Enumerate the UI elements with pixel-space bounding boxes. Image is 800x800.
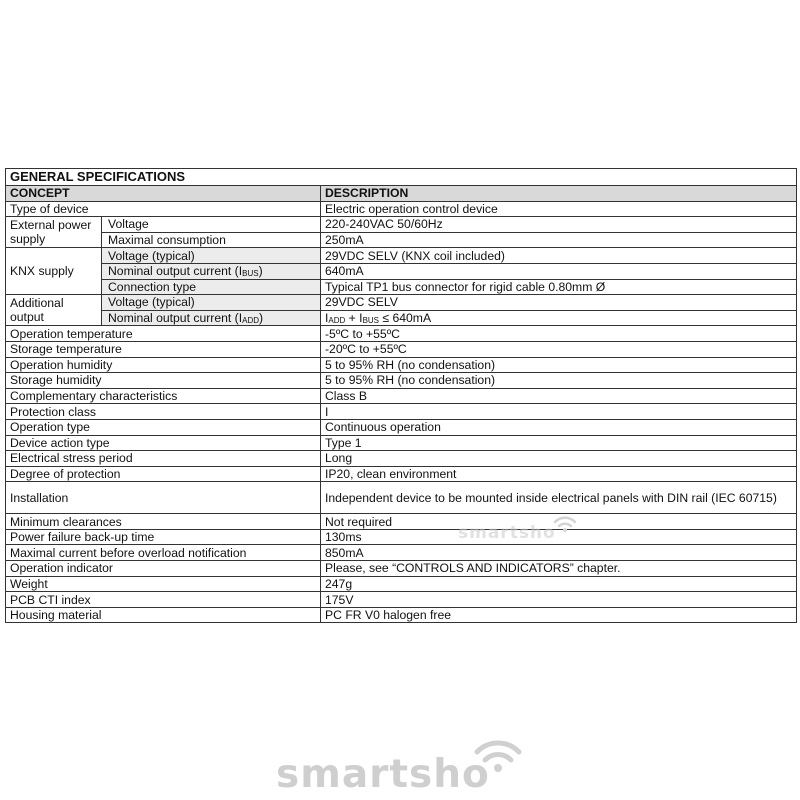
concept-cell: PCB CTI index bbox=[6, 592, 321, 608]
subconcept-cell: Connection type bbox=[102, 279, 321, 295]
description-cell: -20ºC to +55ºC bbox=[321, 341, 797, 357]
concept-cell: Storage humidity bbox=[6, 373, 321, 389]
table-row bbox=[6, 357, 797, 373]
description-cell: -5ºC to +55ºC bbox=[321, 326, 797, 342]
subconcept-cell: Voltage bbox=[102, 217, 321, 233]
concept-cell: Complementary characteristics bbox=[6, 388, 321, 404]
description-cell: PC FR V0 halogen free bbox=[321, 607, 797, 623]
table-row bbox=[6, 607, 797, 623]
subconcept-cell: Voltage (typical) bbox=[102, 248, 321, 264]
description-cell: Electric operation control device bbox=[321, 201, 797, 217]
description-cell: 850mA bbox=[321, 545, 797, 561]
header-description: DESCRIPTION bbox=[321, 186, 797, 202]
concept-cell: Minimum clearances bbox=[6, 514, 321, 530]
subconcept-cell: Voltage (typical) bbox=[102, 295, 321, 311]
table-row bbox=[6, 419, 797, 435]
group-additional-output: Additional output bbox=[6, 295, 102, 326]
description-cell: 175V bbox=[321, 592, 797, 608]
description-cell: $I_{ADD} + I_{BUS} \le 640mA$ bbox=[321, 310, 797, 326]
concept-cell: Maximal current before overload notification bbox=[6, 545, 321, 561]
description-cell: Please, see “CONTROLS AND INDICATORS” chapter. bbox=[321, 561, 797, 577]
concept-cell: Type of device bbox=[6, 201, 321, 217]
table-row bbox=[6, 466, 797, 482]
table-row bbox=[6, 232, 797, 248]
concept-cell: Protection class bbox=[6, 404, 321, 420]
subconcept-cell: Nominal output current $(I_{BUS})$ bbox=[102, 263, 321, 279]
description-cell: Typical TP1 bus connector for rigid cable 0.80mm Ø bbox=[321, 279, 797, 295]
table-row bbox=[6, 514, 797, 530]
wifi-icon bbox=[472, 734, 524, 774]
group-knx-supply: KNX supply bbox=[6, 248, 102, 295]
concept-cell: Operation indicator bbox=[6, 561, 321, 577]
table-row bbox=[6, 326, 797, 342]
concept-cell: Installation bbox=[6, 482, 321, 514]
description-cell: 29VDC SELV (KNX coil included) bbox=[321, 248, 797, 264]
description-cell: 247g bbox=[321, 576, 797, 592]
description-cell: Continuous operation bbox=[321, 419, 797, 435]
description-cell: Long bbox=[321, 451, 797, 467]
concept-cell: Operation type bbox=[6, 419, 321, 435]
watermark-small: smartsho bbox=[458, 523, 556, 543]
subconcept-cell: Maximal consumption bbox=[102, 232, 321, 248]
table-row bbox=[6, 529, 797, 545]
description-cell: Type 1 bbox=[321, 435, 797, 451]
table-row bbox=[6, 248, 797, 264]
concept-cell: Operation humidity bbox=[6, 357, 321, 373]
description-cell: Independent device to be mounted inside electrical panels with DIN rail (IEC 60715) bbox=[321, 482, 797, 514]
group-external-power: External power supply bbox=[6, 217, 102, 248]
table-row bbox=[6, 451, 797, 467]
table-row bbox=[6, 217, 797, 233]
subconcept-cell: Nominal output current $(I_{ADD})$ bbox=[102, 310, 321, 326]
description-cell: 5 to 95% RH (no condensation) bbox=[321, 357, 797, 373]
table-title: GENERAL SPECIFICATIONS bbox=[6, 169, 797, 186]
table-row bbox=[6, 279, 797, 295]
watermark-large: smartsho bbox=[276, 752, 490, 797]
description-cell: 29VDC SELV bbox=[321, 295, 797, 311]
description-cell: Class B bbox=[321, 388, 797, 404]
table-row bbox=[6, 263, 797, 279]
table-row bbox=[6, 388, 797, 404]
spec-table bbox=[5, 168, 797, 623]
table-row bbox=[6, 201, 797, 217]
header-concept: CONCEPT bbox=[6, 186, 321, 202]
table-row bbox=[6, 435, 797, 451]
concept-cell: Degree of protection bbox=[6, 466, 321, 482]
table-row bbox=[6, 592, 797, 608]
table-title-row bbox=[6, 169, 797, 186]
description-cell: I bbox=[321, 404, 797, 420]
concept-cell: Device action type bbox=[6, 435, 321, 451]
concept-cell: Housing material bbox=[6, 607, 321, 623]
table-row bbox=[6, 373, 797, 389]
table-row bbox=[6, 482, 797, 514]
description-cell: 5 to 95% RH (no condensation) bbox=[321, 373, 797, 389]
description-cell: 220-240VAC 50/60Hz bbox=[321, 217, 797, 233]
concept-cell: Storage temperature bbox=[6, 341, 321, 357]
description-cell: IP20, clean environment bbox=[321, 466, 797, 482]
concept-cell: Electrical stress period bbox=[6, 451, 321, 467]
description-cell: 130ms bbox=[321, 529, 797, 545]
concept-cell: Power failure back-up time bbox=[6, 529, 321, 545]
table-header-row bbox=[6, 186, 797, 202]
concept-cell: Operation temperature bbox=[6, 326, 321, 342]
table-row bbox=[6, 310, 797, 326]
description-cell: 640mA bbox=[321, 263, 797, 279]
table-row bbox=[6, 341, 797, 357]
table-row bbox=[6, 404, 797, 420]
concept-cell: Weight bbox=[6, 576, 321, 592]
table-row bbox=[6, 295, 797, 311]
description-cell: Not required bbox=[321, 514, 797, 530]
table-row bbox=[6, 561, 797, 577]
table-row bbox=[6, 576, 797, 592]
description-cell: 250mA bbox=[321, 232, 797, 248]
table-row bbox=[6, 545, 797, 561]
